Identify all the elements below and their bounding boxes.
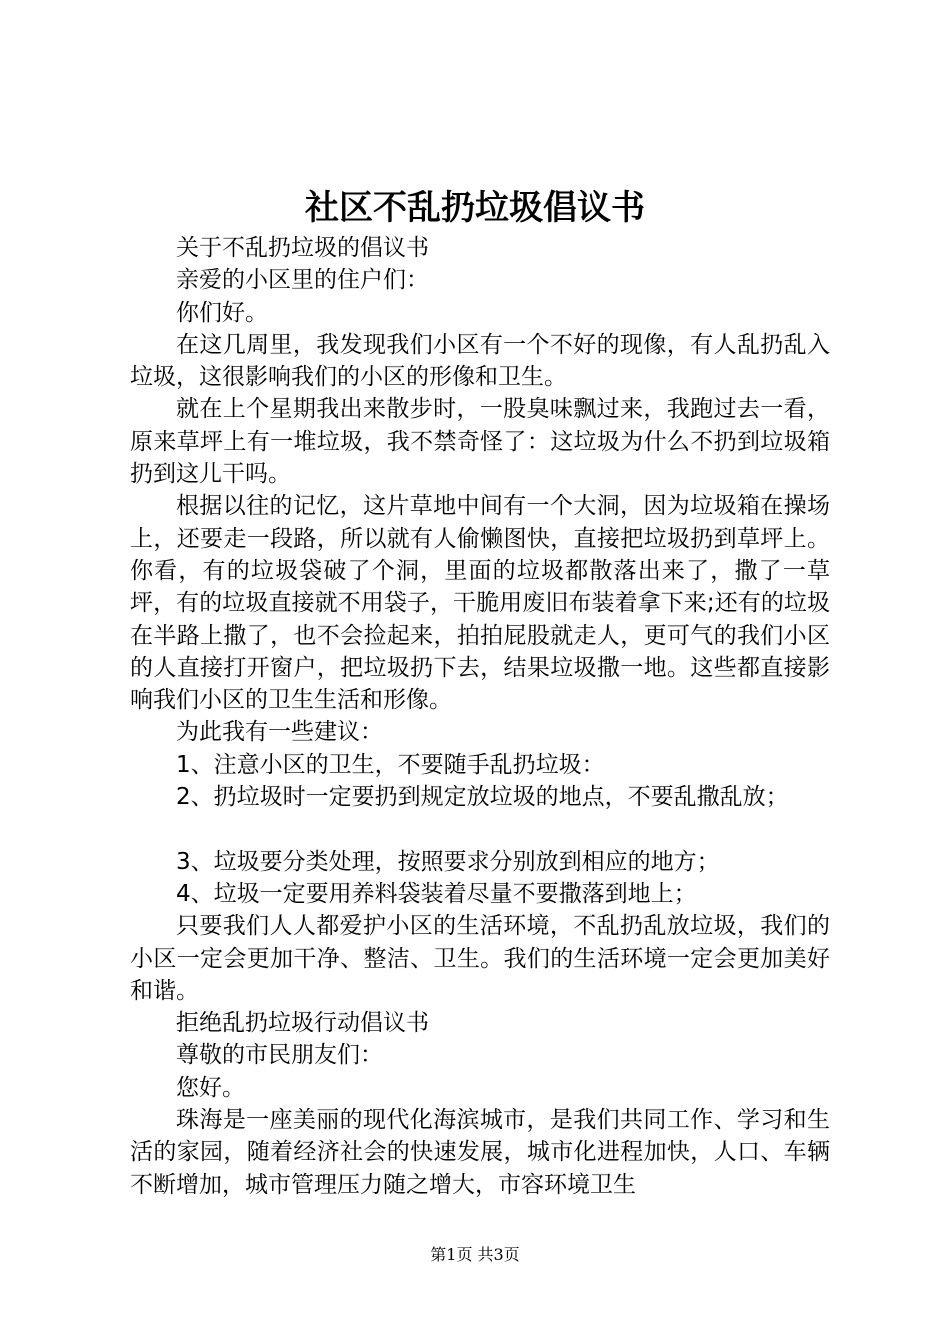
paragraph: 就在上个星期我出来散步时，一股臭味飘过来，我跑过去一看，原来草坪上有一堆垃圾，我不禁奇怪了：这垃圾为什么不扔到垃圾箱扔到这儿干吗。	[130, 396, 830, 488]
paragraph: 您好。	[176, 1074, 245, 1101]
list-item: 3、垃圾要分类处理，按照要求分别放到相应的地方；	[176, 848, 720, 875]
paragraph: 在这几周里，我发现我们小区有一个不好的现像，有人乱扔乱入垃圾，这很影响我们的小区的形像和卫生。	[130, 331, 830, 391]
paragraph: 只要我们人人都爱护小区的生活环境，不乱扔乱放垃圾，我们的小区一定会更加干净、整洁、卫生。我们的生活环境一定会更加美好和谐。	[130, 913, 830, 1004]
document-title: 社区不乱扔垃圾倡议书	[305, 188, 645, 228]
paragraph: 你们好。	[176, 299, 268, 326]
paragraph: 珠海是一座美丽的现代化海滨城市，是我们共同工作、学习和生活的家园，随着经济社会的快速发展，城市化进程加快，人口、车辆不断增加，城市管理压力随之增大，市容环境卫生	[130, 1107, 830, 1198]
paragraph: 关于不乱扔垃圾的倡议书	[176, 235, 429, 261]
paragraph: 亲爱的小区里的住户们：	[176, 267, 429, 294]
paragraph: 尊敬的市民朋友们：	[176, 1042, 383, 1069]
list-item: 2、扔垃圾时一定要扔到规定放垃圾的地点，不要乱撒乱放；	[176, 784, 789, 811]
document-body	[130, 232, 830, 1201]
paragraph: 为此我有一些建议：	[176, 719, 383, 746]
section-heading: 拒绝乱扔垃圾行动倡议书	[176, 1010, 429, 1037]
paragraph: 根据以往的记忆，这片草地中间有一个大洞，因为垃圾箱在操场上，还要走一段路，所以就有人偷懒图快，直接把垃圾扔到草坪上。你看，有的垃圾袋破了个洞，里面的垃圾都散落出来了，撒了一草坪，有的垃圾直接就不用袋子，干脆用废旧布装着拿下来;还有的垃圾在半路上撒了，也不会捡起来，拍拍屁股就走人，更可气的我们小区的人直接打开窗户，把垃圾扔下去，结果垃圾撒一地。这些都直接影响我们小区的卫生生活和形像。	[130, 493, 830, 714]
page-footer: 第1页 共3页	[430, 1245, 520, 1264]
list-item: 4、垃圾一定要用养料袋装着尽量不要撒落到地上；	[176, 880, 697, 907]
list-item: 1、注意小区的卫生，不要随手乱扔垃圾：	[176, 751, 605, 778]
